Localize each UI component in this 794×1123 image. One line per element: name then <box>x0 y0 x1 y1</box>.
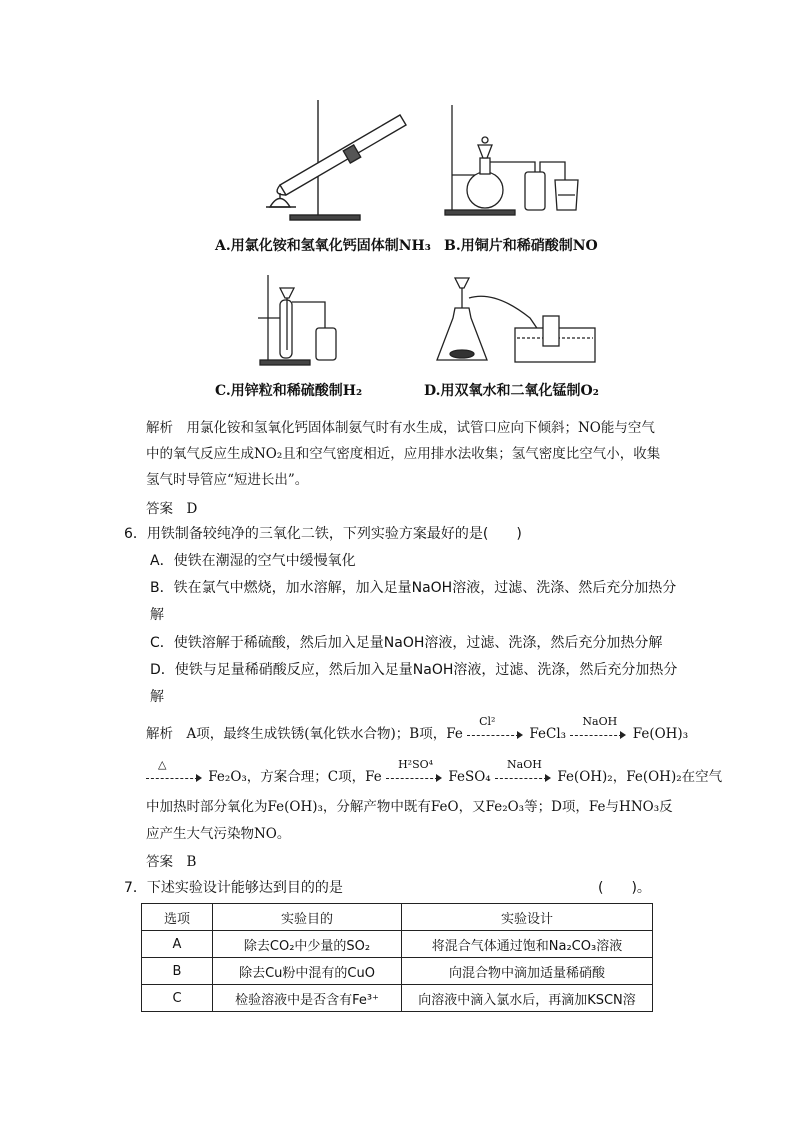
figure-b-caption: B.用铜片和稀硝酸制NO <box>444 238 598 254</box>
q5-answer: 答案 D <box>146 501 198 517</box>
q6-option-b-line-1: B．铁在氯气中燃烧，加水溶解，加入足量NaOH溶液，过滤、洗涤、然后充分加热分 <box>150 580 677 596</box>
header-purpose: 实验目的 <box>213 904 402 931</box>
feoh3-formula: Fe(OH)₃ <box>632 726 689 742</box>
q6-analysis-text-2: Fe₂O₃，方案合理；C项，Fe <box>208 769 382 785</box>
q6-option-a: A．使铁在潮湿的空气中缓慢氧化 <box>150 553 356 569</box>
arrow-label-heat: △ <box>158 757 167 771</box>
row-b-purpose: 除去Cu粉中混有的CuO <box>213 958 402 985</box>
row-b-option: B <box>142 958 213 985</box>
q6-option-c: C．使铁溶解于稀硫酸，然后加入足量NaOH溶液，过滤、洗涤，然后充分加热分解 <box>150 635 663 651</box>
reaction-arrow-h2so4 <box>386 757 444 784</box>
header-option: 选项 <box>142 904 213 931</box>
feso4-formula: FeSO₄ <box>448 769 491 785</box>
q6-option-d-line-2: 解 <box>150 689 164 705</box>
q5-analysis-line-2: 中的氧气反应生成NO₂且和空气密度相近，应用排水法收集；氢气密度比空气小，收集 <box>146 446 661 462</box>
figure-d-caption: D.用双氧水和二氧化锰制O₂ <box>424 383 599 399</box>
reaction-arrow-cl2 <box>467 714 525 741</box>
q6-option-b-line-2: 解 <box>150 607 164 623</box>
fecl3-formula: FeCl₃ <box>529 726 567 742</box>
reaction-arrow-naoh <box>570 714 628 741</box>
apparatus-c-diagram <box>250 270 360 370</box>
table-row <box>142 985 653 1012</box>
apparatus-b-diagram <box>440 100 600 220</box>
row-a-purpose: 除去CO₂中少量的SO₂ <box>213 931 402 958</box>
row-a-option: A <box>142 931 213 958</box>
arrow-label-cl2: Cl² <box>479 714 496 728</box>
row-c-design: 向溶液中滴入氯水后，再滴加KSCN溶 <box>402 985 653 1012</box>
q6-analysis-line-2 <box>146 757 723 785</box>
q7-table <box>141 903 653 1012</box>
row-a-design: 将混合气体通过饱和Na₂CO₃溶液 <box>402 931 653 958</box>
table-row <box>142 931 653 958</box>
q5-analysis-line-1: 解析 用氯化铵和氢氧化钙固体制氨气时有水生成，试管口应向下倾斜；NO能与空气 <box>146 420 655 436</box>
table-row <box>142 958 653 985</box>
q7-blank: ( )。 <box>598 880 651 896</box>
q6-option-d-line-1: D．使铁与足量稀硝酸反应，然后加入足量NaOH溶液，过滤、洗涤，然后充分加热分 <box>150 662 678 678</box>
q7-question: 7．下述实验设计能够达到目的的是 <box>124 880 343 896</box>
reaction-arrow-naoh-2 <box>495 757 553 784</box>
row-c-purpose: 检验溶液中是否含有Fe³⁺ <box>213 985 402 1012</box>
reaction-arrow-heat <box>146 757 204 784</box>
row-b-design: 向混合物中滴加适量稀硝酸 <box>402 958 653 985</box>
q6-answer: 答案 B <box>146 854 197 870</box>
q6-analysis-line-3: 中加热时部分氧化为Fe(OH)₃，分解产物中既有FeO，又Fe₂O₃等；D项，Fe与HNO₃反 <box>146 799 673 815</box>
q5-analysis-line-3: 氢气时导管应“短进长出”。 <box>146 472 309 488</box>
row-c-option: C <box>142 985 213 1012</box>
arrow-label-naoh-2: NaOH <box>507 757 542 771</box>
q6-analysis-line-4: 应产生大气污染物NO。 <box>146 826 291 842</box>
arrow-label-naoh: NaOH <box>582 714 618 728</box>
q6-question: 6．用铁制备较纯净的三氧化二铁，下列实验方案最好的是( ) <box>124 526 522 542</box>
table-header-row <box>142 904 653 931</box>
figure-a-caption: A.用氯化铵和氢氧化钙固体制NH₃ <box>215 238 431 254</box>
apparatus-a-diagram <box>260 95 420 225</box>
arrow-label-h2so4: H²SO⁴ <box>398 757 434 771</box>
figure-c-caption: C.用锌粒和稀硫酸制H₂ <box>215 383 363 399</box>
q6-analysis-line-1 <box>146 714 689 742</box>
apparatus-d-diagram <box>435 268 605 368</box>
q6-analysis-text-1: 解析 A项，最终生成铁锈(氧化铁水合物)；B项，Fe <box>146 726 463 742</box>
header-design: 实验设计 <box>402 904 653 931</box>
q6-analysis-text-3: Fe(OH)₂，Fe(OH)₂在空气 <box>557 769 723 785</box>
